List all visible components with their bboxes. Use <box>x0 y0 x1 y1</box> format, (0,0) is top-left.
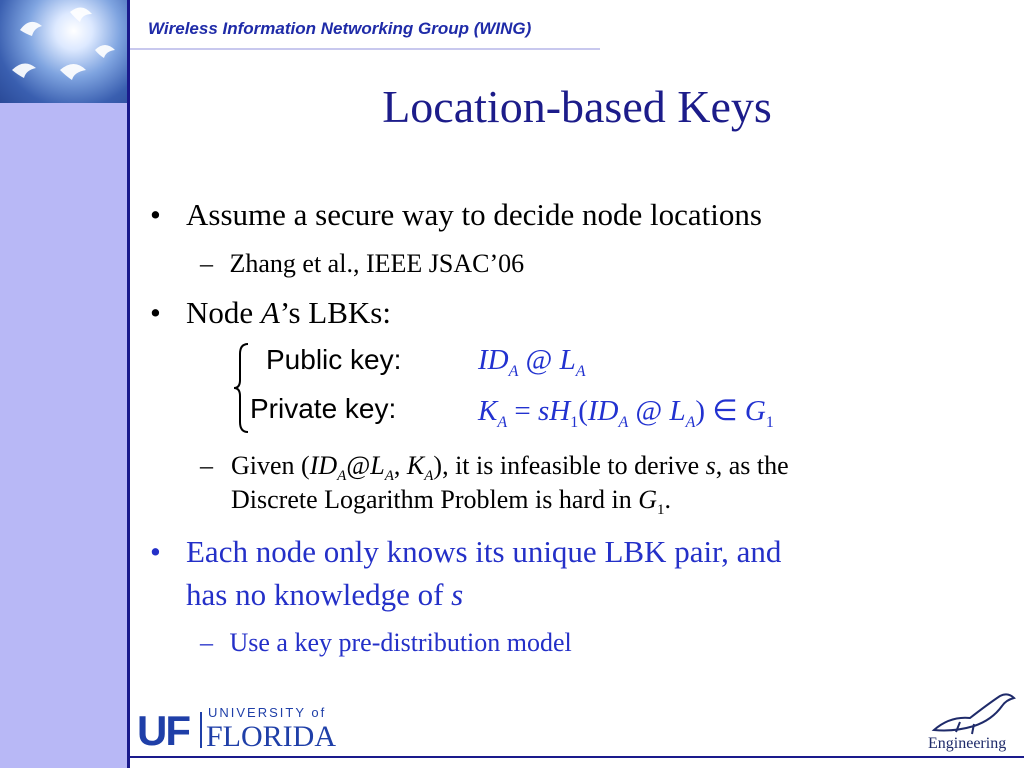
bullet-2-text <box>186 296 391 330</box>
bullet-dot: • <box>150 197 161 232</box>
gator-icon <box>930 690 1018 736</box>
bullet-dot: • <box>150 534 161 569</box>
sub2-var-s: s <box>705 451 716 480</box>
sub2-g: G <box>638 485 658 514</box>
dash: – <box>200 628 213 657</box>
uf-logo: UF <box>137 707 189 754</box>
sub2-dlp: Discrete Logarithm Problem is hard in <box>231 485 639 514</box>
private-key-formula: $K_A = sH_1(ID_A$ @ $L_A$) ∈ $G_1$ <box>478 395 774 431</box>
private-key-label: Private key: <box>250 393 397 424</box>
florida-wordmark: FLORIDA <box>206 720 337 753</box>
bullet-2-post: ’s LBKs: <box>279 295 391 330</box>
sub-bullet-2-line-2 <box>231 485 671 525</box>
engineering-wordmark: Engineering <box>928 735 1007 752</box>
slide-title: Location-based Keys <box>382 81 772 132</box>
sub2-end: . <box>664 485 672 514</box>
sub2-infeasible: ), it is infeasible to derive <box>433 451 706 480</box>
bullet-2-var: A <box>260 295 280 330</box>
bullet-3-var: s <box>451 577 464 612</box>
sky-doves-image <box>0 0 127 103</box>
bullet-1-text: Assume a secure way to decide node locations <box>186 197 762 232</box>
sub-bullet-2-line-1: Given ($ID_A@L_A$, $K_A$), it is infeasible to derive s, as the <box>231 451 789 485</box>
university-of-text: UNIVERSITY of <box>208 705 327 720</box>
header-rule <box>130 48 600 50</box>
bullet-3-line-2-text: has no knowledge of <box>186 577 452 612</box>
bullet-3-line-2 <box>186 578 463 612</box>
sub-bullet-1 <box>200 249 524 279</box>
logo-divider <box>200 712 202 748</box>
public-key-label: Public key: <box>266 344 402 375</box>
bullet-2-pre: Node <box>186 295 261 330</box>
dash: – <box>200 249 213 278</box>
sub-bullet-3 <box>200 628 572 658</box>
public-key-formula: $ID_A$ @ $L_A$ <box>478 344 586 380</box>
sub2-g-sub: 1 <box>657 502 665 519</box>
dash: – <box>200 451 213 480</box>
sub-bullet-3-text: Use a key pre-distribution model <box>229 628 572 657</box>
footer-rule <box>130 756 1024 758</box>
group-name: Wireless Information Networking Group (WING) <box>148 19 532 38</box>
sub2-as-the: , as the <box>715 451 789 480</box>
sub-bullet-1-text: Zhang et al., IEEE JSAC’06 <box>229 249 525 278</box>
brace-icon <box>230 340 252 436</box>
bullet-3-line-1: Each node only knows its unique LBK pair, and <box>186 534 782 569</box>
sidebar-panel <box>0 0 127 768</box>
sub2-given: Given ( <box>231 451 310 480</box>
bullet-dot: • <box>150 295 161 330</box>
